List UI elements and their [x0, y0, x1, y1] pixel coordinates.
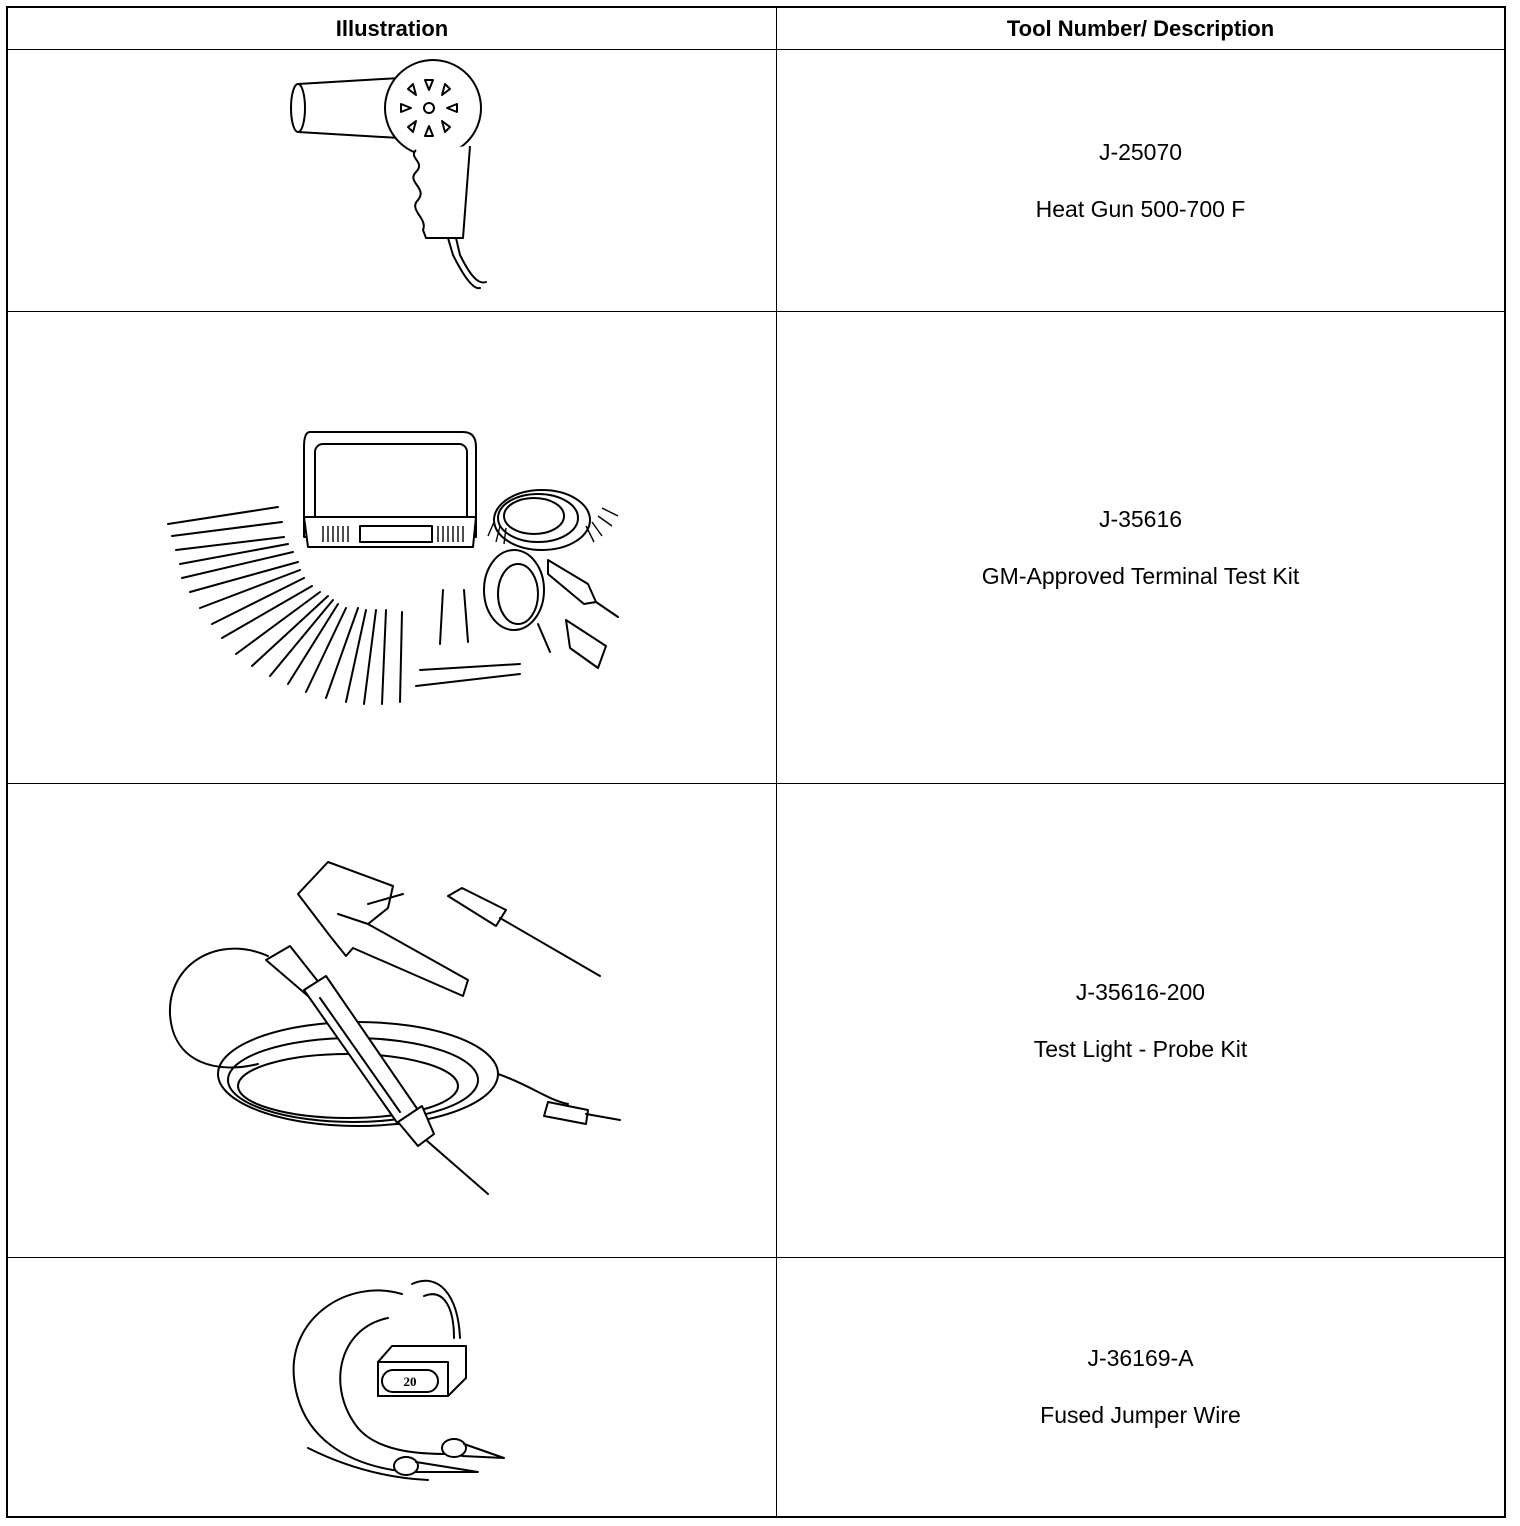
tool-number: J-35616-200 [1075, 978, 1206, 1005]
description-cell [777, 312, 1504, 783]
tool-description: Test Light - Probe Kit [1033, 1035, 1248, 1062]
table-header-row [8, 8, 1504, 50]
illustration-cell [8, 1258, 777, 1516]
table-row [8, 1258, 1504, 1516]
test-light-probe-kit-icon [8, 784, 777, 1258]
tool-number: J-36169-A [1087, 1345, 1194, 1371]
table-row [8, 784, 1504, 1258]
tool-number: J-35616 [1098, 505, 1183, 532]
illustration-cell [8, 312, 777, 783]
description-cell [777, 1258, 1504, 1516]
tool-description: Heat Gun 500-700 F [1035, 195, 1246, 222]
tool-description: GM-Approved Terminal Test Kit [981, 562, 1300, 589]
header-illustration: Illustration [8, 8, 777, 49]
tool-description: Fused Jumper Wire [1040, 1402, 1241, 1428]
table-row [8, 50, 1504, 312]
illustration-cell [8, 50, 777, 311]
fused-jumper-wire-icon [8, 1258, 777, 1516]
illustration-cell [8, 784, 777, 1257]
heat-gun-icon [8, 50, 777, 312]
tool-number: J-25070 [1098, 138, 1183, 165]
terminal-test-kit-icon [8, 312, 777, 784]
fuse-rating-label: 20 [403, 1374, 417, 1389]
description-cell [777, 784, 1504, 1257]
header-tool-description: Tool Number/ Description [1006, 15, 1275, 41]
tool-table [6, 6, 1506, 1518]
table-row [8, 312, 1504, 784]
description-cell [777, 50, 1504, 311]
